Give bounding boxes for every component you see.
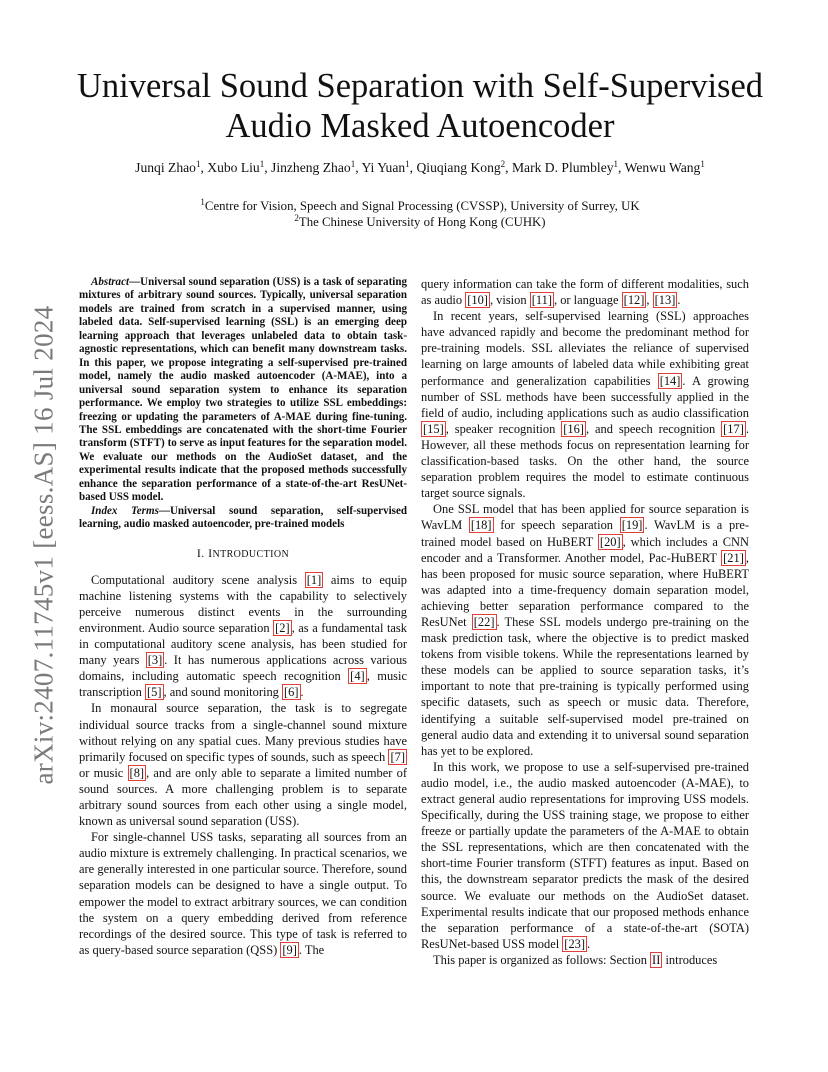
citation-link[interactable]: [13]	[654, 293, 676, 308]
citation-link[interactable]: [1]	[306, 572, 322, 587]
citation-link[interactable]: [2]	[275, 620, 290, 635]
author-name: Mark D. Plumbley	[511, 160, 614, 175]
paragraph: Computational auditory scene analysis [1] aims to equip machine listening systems with the capability to selectively perceive numerous distinct events in the surrounding environment. Audio source separation [2] , as a fundamental task in computational auditory scene analysis, has been studied for many years [3] . It has numerous applications across various domains, including automatic speech recognition [4] , music transcription [5] , and sound monitoring [6] .	[79, 572, 407, 700]
paragraph: For single-channel USS tasks, separating all sources from an audio mixture is extremely challenging. In practical scenarios, we are generally interested in one particular source. Therefore, sound separation models can be designed to have a single output. To empower the model to extract arbitrary sources, we can condition the system on a query embedding derived from reference recordings of the desired source. This type of task is referred to as query-based source separation (QSS) [9] . The	[79, 830, 407, 957]
citation-link[interactable]: [7]	[390, 749, 405, 764]
citation-link[interactable]: [14]	[659, 373, 681, 388]
title-line: Audio Masked Autoencoder	[225, 107, 615, 145]
affiliation-marker: 2	[500, 159, 506, 169]
index-terms: Index Terms—Universal sound separation, self-supervised learning, audio masked autoencoder, pre-trained models	[79, 504, 408, 531]
paper-title	[70, 66, 770, 146]
affiliation-marker: 1	[195, 159, 201, 169]
citation-link[interactable]: [17]	[723, 421, 744, 436]
citation-link[interactable]: [15]	[423, 421, 444, 436]
author-name: Junqi Zhao	[135, 160, 196, 175]
citation-link[interactable]: II	[652, 952, 661, 967]
affiliation-marker: 1	[350, 159, 356, 169]
right-column	[421, 276, 749, 968]
paragraph: This paper is organized as follows: Section II introduces	[433, 952, 718, 967]
citation-link[interactable]: [11]	[531, 293, 552, 308]
affiliation: $^2$The Chinese University of Hong Kong (CUHK)	[294, 213, 546, 229]
citation-link[interactable]: [21]	[723, 550, 744, 565]
affiliation-marker: 1	[259, 159, 265, 169]
paragraph: In this work, we propose to use a self-supervised pre-trained audio model, i.e., the audio masked autoencoder (A-MAE), to extract general audio representations for improving USS models. Specifically, during the USS training stage, we propose to either freeze or partially update the parameters of the A-MAE to obtain the SSL representations, which are then concatenated with the short-time Fourier transform (STFT) features as input. Based on this, the downstream separator predicts the mask of the desired source. We evaluate our methods on the AudioSet dataset. Experimental results indicate that our proposed methods enhance the separation performance of a state-of-the-art (SOTA) ResUNet-based USS model [23] .	[421, 759, 749, 951]
affiliation-marker: 1	[405, 159, 410, 169]
paragraph: In monaural source separation, the task is to segregate individual source tracks from a single-channel sound mixture without relying on any spatial cues. Many previous studies have primarily focused on specific types of sounds, such as speech [7] or music [8] , and are only able to separate a limited number of sound sources. A more challenging problem is to separate arbitrary sound sources from each other using a single model, known as universal sound separation (USS).	[79, 701, 407, 829]
author-name: Yi Yuan	[361, 160, 406, 175]
affiliation: $^1$Centre for Vision, Speech and Signal Processing (CVSSP), University of Surrey, UK	[200, 197, 640, 213]
citation-link[interactable]: [19]	[621, 518, 643, 533]
citation-link[interactable]: [4]	[350, 669, 365, 684]
citation-link[interactable]: [16]	[563, 421, 584, 436]
citation-link[interactable]: [9]	[282, 942, 297, 957]
paragraph: One SSL model that has been applied for source separation is WavLM [18] for speech separation [19] . WavLM is a pre-trained model based on HuBERT [20] , which includes a CNN encoder and a Transformer. Another model, Pac-HuBERT [21] , has been proposed for music source separation, where HuBERT was adapted into a time-frequency domain separation model, achieving better separation performance compared to the ResUNet [22] . These SSL models undergo pre-training on the mask prediction task, where the objective is to predict masked tokens from visible tokens. While the representations learned by these models can be applied to source separation tasks, it’s important to note that pre-training is typically performed using specific datasets, such as speech or music data. Therefore, identifying a suitable self-supervised model pre-trained on general audio data and extending it to universal sound separation has yet to be explored.	[421, 502, 750, 758]
arxiv-identifier: arXiv:2407.11745v1 [eess.AS] 16 Jul 2024	[28, 305, 59, 785]
citation-link[interactable]: [8]	[129, 765, 145, 780]
author-name: Jinzheng Zhao	[271, 160, 351, 175]
affiliation-marker: 1	[700, 159, 705, 169]
affiliation-marker: 1	[613, 159, 619, 169]
citation-link[interactable]: [3]	[147, 653, 163, 668]
citation-link[interactable]: [12]	[623, 293, 645, 308]
author-name: Xubo Liu	[207, 160, 260, 175]
citation-link[interactable]: [22]	[473, 614, 495, 629]
citation-link[interactable]: [18]	[470, 518, 492, 533]
section-heading: I. INTRODUCTION	[196, 545, 290, 560]
paragraph: In recent years, self-supervised learning (SSL) approaches have advanced rapidly and become the predominant method for pre-training models. SSL alleviates the reliance of supervised learning on large amounts of labeled data while exhibiting great performance and generalization capabilities [14] . A growing number of SSL methods have been successfully applied in the field of audio, including applications such as audio classification [15] , speaker recognition [16] , and speech recognition [17] . However, all these methods focus on representation learning for classification-based tasks. On the other hand, the source separation problem requires the model to estimate continuous target source signals.	[421, 309, 749, 501]
title-line: Universal Sound Separation with Self-Supervised	[76, 67, 764, 105]
left-column	[79, 276, 407, 958]
paragraph: query information can take the form of different modalities, such as audio [10] , vision [11] , or language [12] , [13] .	[421, 277, 749, 308]
citation-link[interactable]: [23]	[564, 936, 586, 951]
citation-link[interactable]: [6]	[284, 685, 299, 700]
citation-link[interactable]: [20]	[599, 534, 621, 549]
citation-link[interactable]: [10]	[467, 293, 488, 308]
author-list: Junqi Zhao$^1$, Xubo Liu$^1$, Jinzheng Zhao$^1$, Yi Yuan$^1$, Qiuqiang Kong$^2$, Mark D. Plumbley$^1$, Wenwu Wang$^1$	[135, 159, 705, 175]
author-name: Qiuqiang Kong	[416, 160, 501, 175]
abstract: Abstract—Universal sound separation (USS) is a task of separating mixtures of arbitrary sound sources. Typically, universal separation models are trained from scratch in a supervised manner, using labeled data. Self-supervised learning (SSL) is an emerging deep learning approach that leverages unlabeled data to obtain task-agnostic representations, which can benefit many downstream tasks. In this paper, we propose integrating a self-supervised pre-trained model, namely the audio masked autoencoder (A-MAE), into a universal sound separation system to enhance its separation performance. We employ two strategies to utilize SSL embeddings: freezing or updating the parameters of A-MAE during fine-tuning. The SSL embeddings are concatenated with the short-time Fourier transform (STFT) to serve as input features for the separation model. We evaluate our methods on the AudioSet dataset, and the experimental results indicate that the proposed methods successfully enhance the separation performance of a state-of-the-art ResUNet-based USS model.	[79, 276, 407, 504]
author-name: Wenwu Wang	[624, 160, 701, 175]
citation-link[interactable]: [5]	[146, 685, 162, 700]
